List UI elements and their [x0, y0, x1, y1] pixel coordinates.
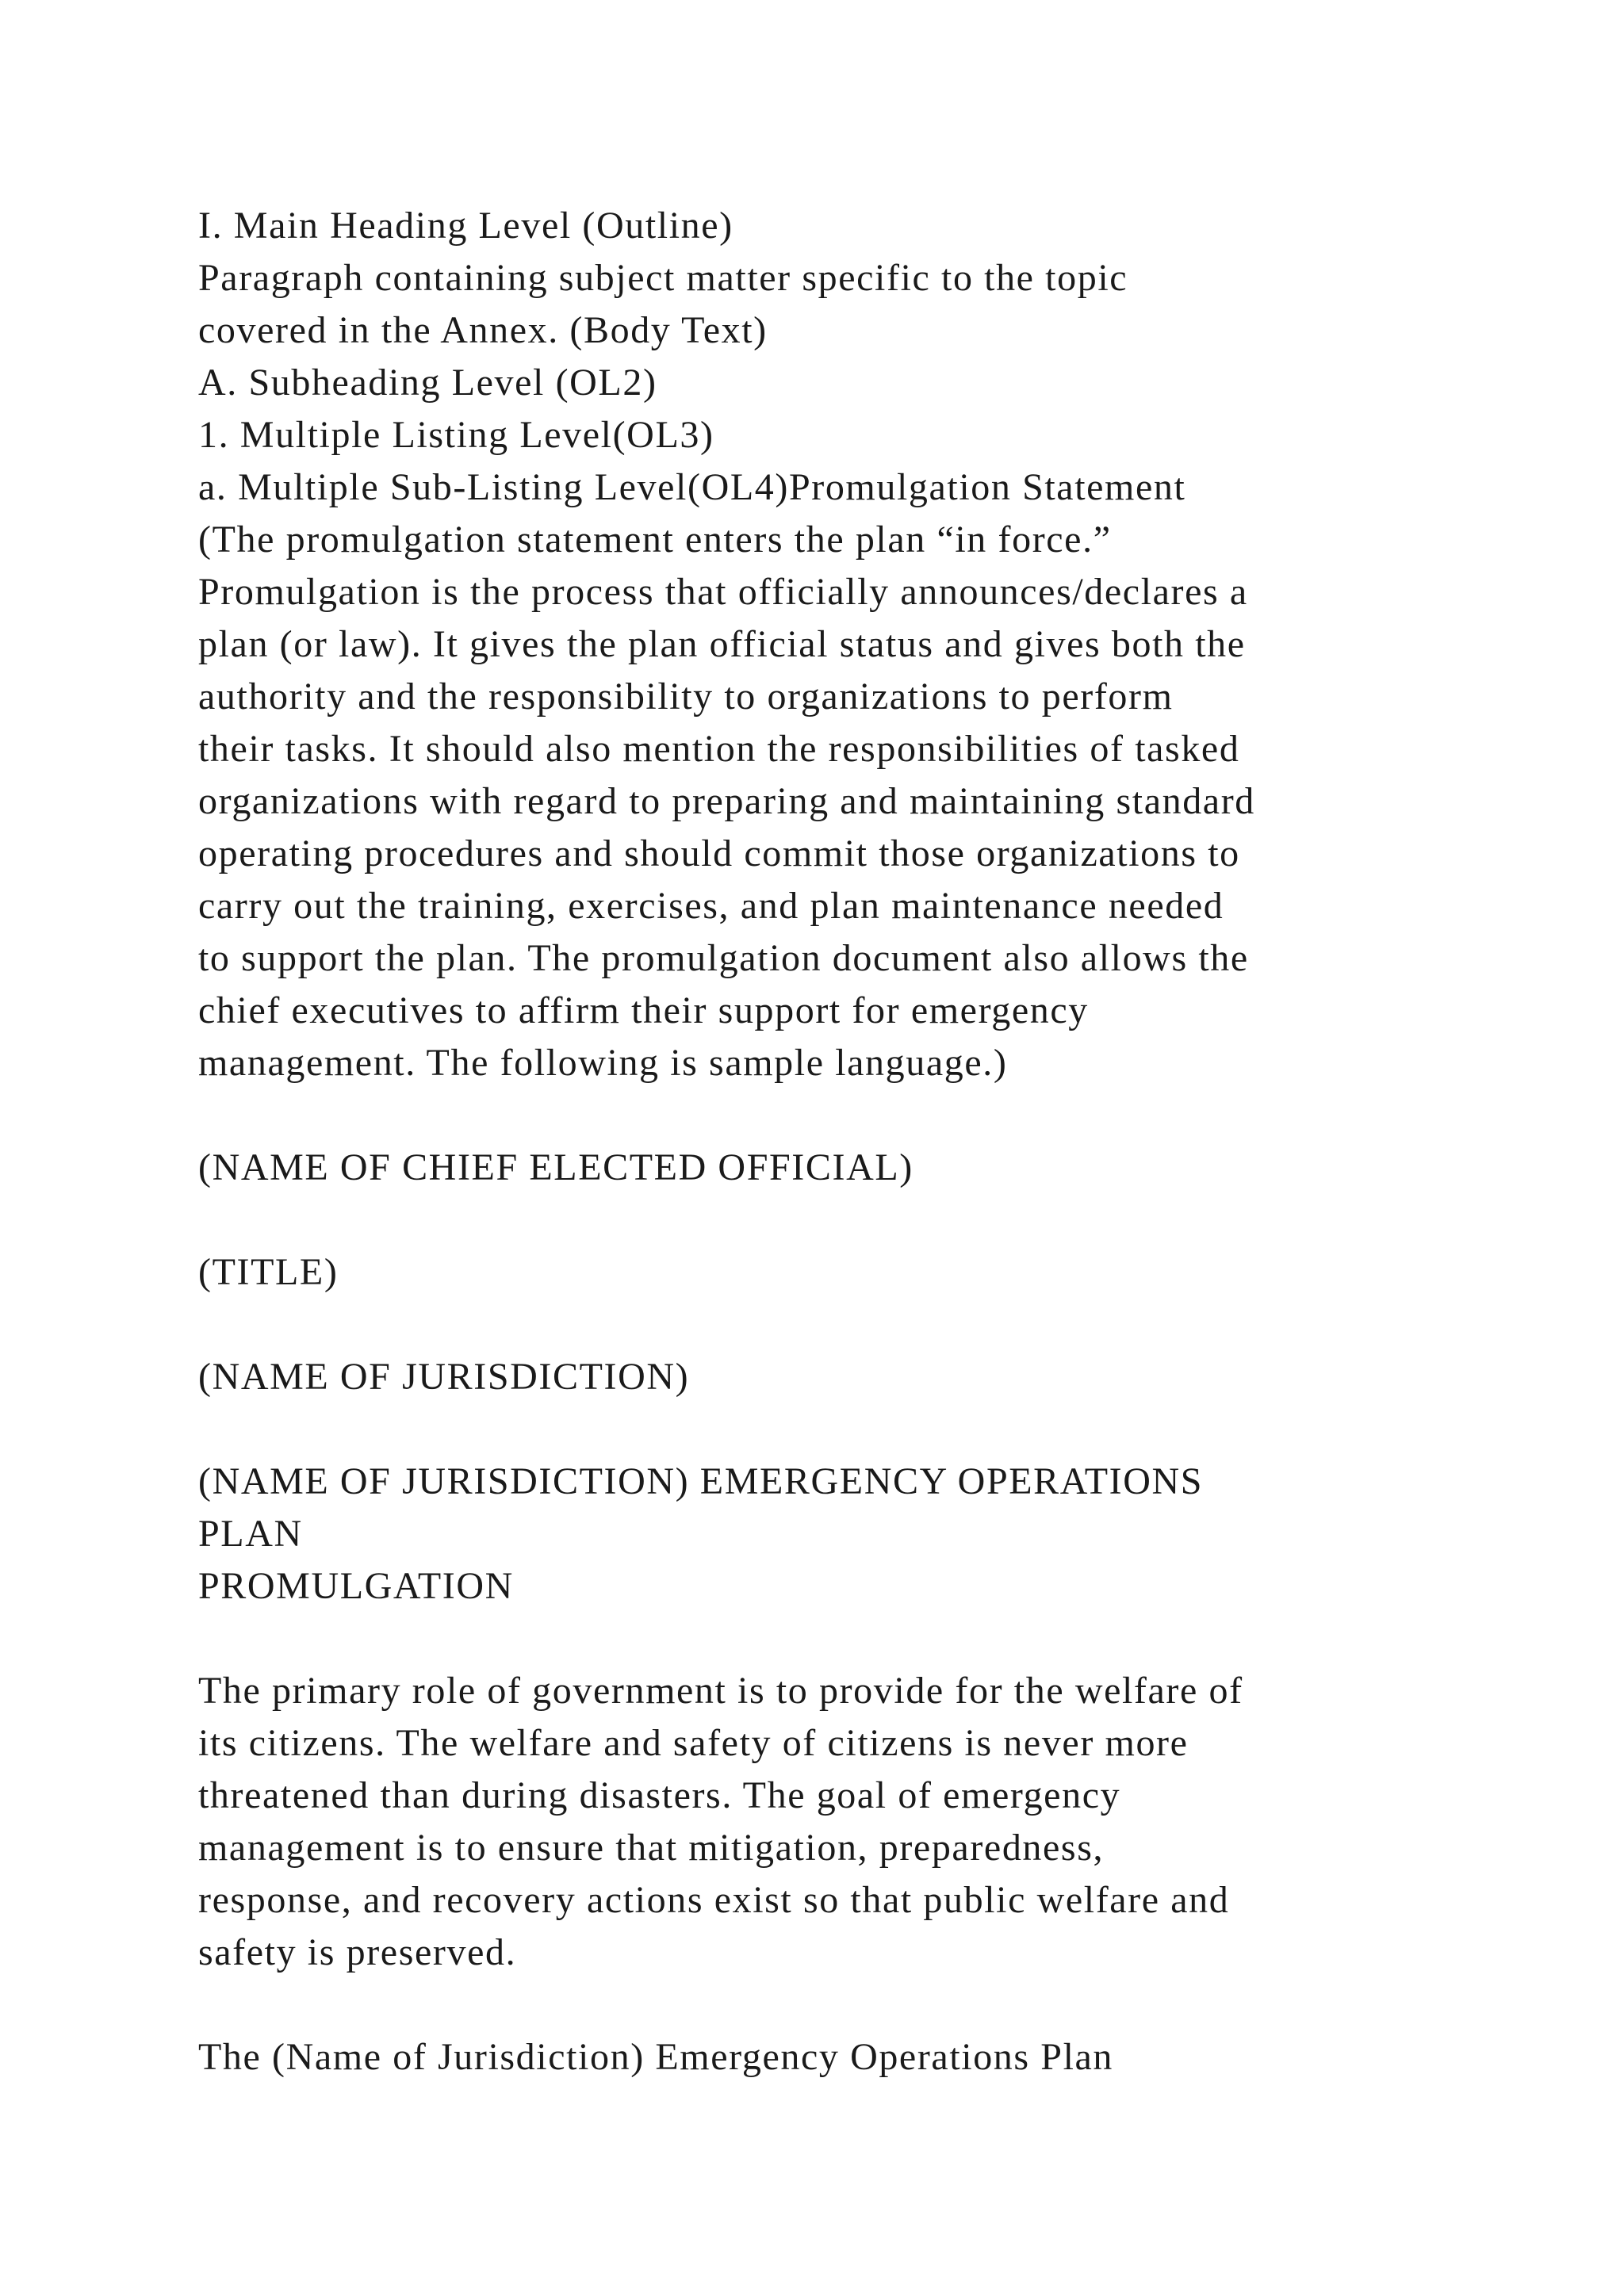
blank-line [198, 1613, 1483, 1665]
body-text-line: Paragraph containing subject matter specific to the topic [198, 257, 1128, 299]
body-paragraph-line: threatened than during disasters. The goal of emergency [198, 1774, 1121, 1816]
blank-line [198, 1979, 1483, 2031]
blank-line [198, 1403, 1483, 1456]
promulgation-description-line: chief executives to affirm their support for emergency [198, 989, 1089, 1031]
promulgation-description-line: management. The following is sample language.) [198, 1042, 1008, 1084]
blank-line [198, 1089, 1483, 1142]
promulgation-description-line: carry out the training, exercises, and plan maintenance needed [198, 885, 1224, 927]
body-paragraph-line: The primary role of government is to provide for the welfare of [198, 1670, 1243, 1712]
blank-line [198, 1299, 1483, 1351]
promulgation-description-line: (The promulgation statement enters the plan “in force.” [198, 519, 1112, 561]
body-paragraph-line: safety is preserved. [198, 1931, 517, 1973]
body-paragraph-line: its citizens. The welfare and safety of citizens is never more [198, 1722, 1189, 1764]
title-placeholder: (TITLE) [198, 1251, 339, 1293]
listing-ol3: 1. Multiple Listing Level(OL3) [198, 414, 714, 456]
promulgation-description-line: organizations with regard to preparing and maintaining standard [198, 780, 1255, 822]
body-paragraph-line: management is to ensure that mitigation, preparedness, [198, 1827, 1105, 1869]
sublisting-ol4-promulgation-statement: a. Multiple Sub-Listing Level(OL4)Promulgation Statement [198, 466, 1186, 508]
chief-elected-official-placeholder: (NAME OF CHIEF ELECTED OFFICIAL) [198, 1146, 914, 1188]
document-body [198, 200, 1483, 2084]
promulgation-description-line: operating procedures and should commit those organizations to [198, 832, 1240, 874]
plan-title-line: (NAME OF JURISDICTION) EMERGENCY OPERATIONS [198, 1460, 1204, 1502]
body-paragraph-line: The (Name of Jurisdiction) Emergency Operations Plan [198, 2036, 1114, 2078]
body-text-line: covered in the Annex. (Body Text) [198, 309, 768, 351]
promulgation-heading: PROMULGATION [198, 1565, 514, 1607]
promulgation-description-line: authority and the responsibility to organizations to perform [198, 675, 1174, 718]
subheading-ol2: A. Subheading Level (OL2) [198, 362, 657, 404]
plan-title-line: PLAN [198, 1513, 303, 1555]
promulgation-description-line: their tasks. It should also mention the responsibilities of tasked [198, 728, 1240, 770]
body-paragraph-line: response, and recovery actions exist so that public welfare and [198, 1879, 1230, 1921]
promulgation-description-line: to support the plan. The promulgation document also allows the [198, 937, 1249, 979]
jurisdiction-placeholder: (NAME OF JURISDICTION) [198, 1356, 690, 1398]
blank-line [198, 1194, 1483, 1246]
main-heading-outline: I. Main Heading Level (Outline) [198, 205, 733, 247]
promulgation-description-line: plan (or law). It gives the plan official status and gives both the [198, 623, 1246, 665]
promulgation-description-line: Promulgation is the process that officially announces/declares a [198, 571, 1248, 613]
